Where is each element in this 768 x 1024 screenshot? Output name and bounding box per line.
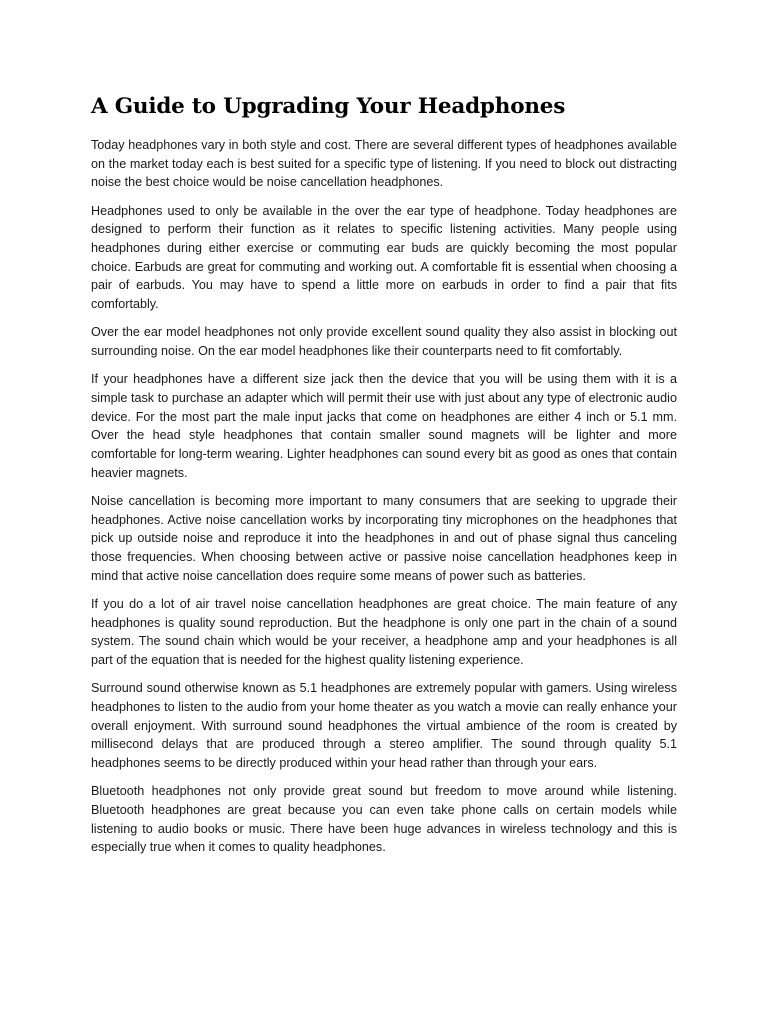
document-page xyxy=(91,92,677,867)
document-title: A Guide to Upgrading Your Headphones xyxy=(91,94,566,119)
paragraph-5: Noise cancellation is becoming more important to many consumers that are seeking to upgrade their headphones. Active noise cancellation works by incorporating tiny microphones on the headphones that pick up outside noise and reproduce it into the headphones in and out of phase signal thus canceling those frequencies. When choosing between active or passive noise cancellation headphones keep in mind that active noise cancellation does require some means of power such as batteries. xyxy=(91,493,677,583)
paragraph-6: If you do a lot of air travel noise cancellation headphones are great choice. The main feature of any headphones is quality sound reproduction. But the headphone is only one part in the chain of a sound system. The sound chain which would be your receiver, a headphone amp and your headphones is all part of the equation that is needed for the highest quality listening experience. xyxy=(91,596,677,668)
paragraph-8: Bluetooth headphones not only provide great sound but freedom to move around while listening. Bluetooth headphones are great because you can even take phone calls on certain models while listening to audio books or music. There have been huge advances in wireless technology and this is especially true when it comes to quality headphones. xyxy=(91,784,677,855)
paragraph-1: Today headphones vary in both style and cost. There are several different types of headphones available on the market today each is best suited for a specific type of listening. If you need to block out distracting noise the best choice would be noise cancellation headphones. xyxy=(91,138,677,190)
paragraph-3: Over the ear model headphones not only provide excellent sound quality they also assist in blocking out surrounding noise. On the ear model headphones like their counterparts need to fit comfortably. xyxy=(91,325,677,359)
paragraph-7: Surround sound otherwise known as 5.1 headphones are extremely popular with gamers. Using wireless headphones to listen to the audio from your home theater as you watch a movie can really enhance your overall enjoyment. With surround sound headphones the virtual ambience of the room is created by millisecond delays that are produced through a stereo amplifier. The sound through quality 5.1 headphones seems to be directly produced within your head rather than through your ears. xyxy=(91,681,677,771)
paragraph-4: If your headphones have a different size jack then the device that you will be using them with it is a simple task to purchase an adapter which will permit their use with just about any type of electronic audio device. For the most part the male input jacks that come on headphones are either 4 inch or 5.1 mm. Over the head style headphones that contain smaller sound magnets will be lighter and more comfortable for long-term wearing. Lighter headphones can sound every bit as good as ones that contain heavier magnets. xyxy=(91,372,677,480)
paragraph-2: Headphones used to only be available in the over the ear type of headphone. Today headphones are designed to perform their function as it relates to specific listening activities. Many people using headphones during either exercise or commuting ear buds are quickly becoming the most popular choice. Earbuds are great for commuting and working out. A comfortable fit is essential when choosing a pair of earbuds. You may have to spend a little more on earbuds in order to find a pair that fits comfortably. xyxy=(91,203,677,312)
